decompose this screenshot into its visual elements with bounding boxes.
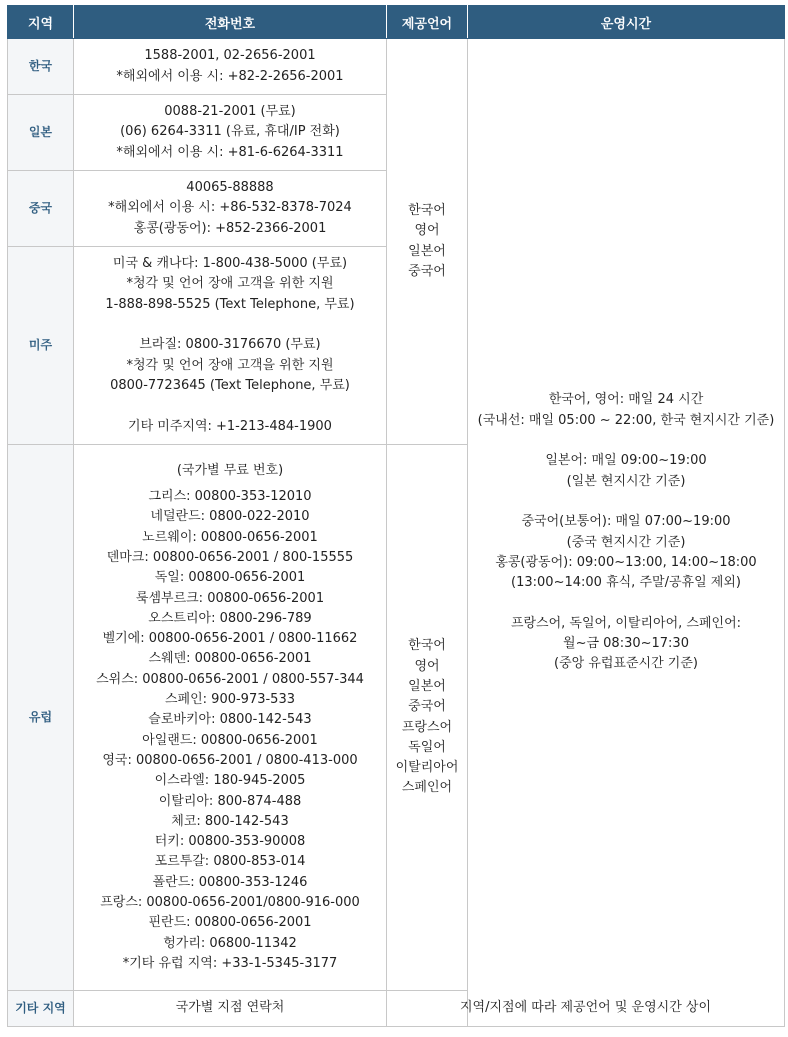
hours-line: 한국어, 영어: 매일 24 시간 <box>548 392 704 408</box>
phone-line: 브라질: 0800-3176670 (무료) <box>139 337 321 353</box>
hours-cell <box>468 39 785 1027</box>
phone-line: 네덜란드: 0800-022-2010 <box>150 509 310 525</box>
phone-line: *기타 유럽 지역: +33-1-5345-3177 <box>122 955 338 971</box>
phone-line: *청각 및 언어 장애 고객을 위한 지원 <box>126 276 334 292</box>
phone-line: 덴마크: 00800-0656-2001 / 800-15555 <box>106 549 354 565</box>
phone-europe <box>74 445 387 991</box>
hours-line: (13:00~14:00 휴식, 주말/공휴일 제외) <box>511 575 741 591</box>
region-korea: 한국 <box>8 39 74 95</box>
language-item: 독일어 <box>408 739 446 755</box>
phone-line: 폴란드: 00800-353-1246 <box>152 874 308 890</box>
language-item: 한국어 <box>408 202 446 218</box>
hours-line: 홍콩(광동어): 09:00~13:00, 14:00~18:00 <box>495 554 757 570</box>
hours-line: (중국 현지시간 기준) <box>566 534 686 550</box>
language-item: 영어 <box>414 223 440 239</box>
phone-line: 1-888-898-5525 (Text Telephone, 무료) <box>105 296 355 312</box>
phone-line: 40065-88888 <box>186 180 274 196</box>
language-item: 영어 <box>414 658 440 674</box>
region-other: 기타 지역 <box>8 991 74 1027</box>
phone-line: 스위스: 00800-0656-2001 / 0800-557-344 <box>96 671 364 687</box>
phone-line: *해외에서 이용 시: +86-532-8378-7024 <box>108 200 352 216</box>
header-languages: 제공언어 <box>387 6 468 39</box>
language-item: 스페인어 <box>401 780 453 796</box>
phone-line: 스페인: 900-973-533 <box>164 692 295 708</box>
languages-asia-americas <box>387 39 468 445</box>
hours-line: 월~금 08:30~17:30 <box>563 635 689 651</box>
language-item: 중국어 <box>408 263 446 279</box>
phone-line: 룩셈부르크: 00800-0656-2001 <box>135 590 325 606</box>
language-item: 프랑스어 <box>401 719 453 735</box>
phone-line: 기타 미주지역: +1-213-484-1900 <box>128 418 332 434</box>
region-americas: 미주 <box>8 247 74 445</box>
row-other <box>8 991 785 1027</box>
contact-table <box>7 5 785 1027</box>
phone-line: 1588-2001, 02-2656-2001 <box>144 48 316 64</box>
hours-line: (중앙 유럽표준시간 기준) <box>554 656 698 672</box>
hours-line: 일본어: 매일 09:00~19:00 <box>545 453 707 469</box>
region-china: 중국 <box>8 171 74 247</box>
hours-line: 프랑스어, 독일어, 이탈리아어, 스페인어: <box>510 615 742 631</box>
phone-line: 체코: 800-142-543 <box>171 813 289 829</box>
header-row <box>8 6 785 39</box>
phone-line: 이스라엘: 180-945-2005 <box>154 773 306 789</box>
row-korea <box>8 39 785 95</box>
phone-line: 그리스: 00800-353-12010 <box>148 489 312 505</box>
language-item: 일본어 <box>408 678 446 694</box>
phone-line: 미국 & 캐나다: 1-800-438-5000 (무료) <box>112 256 348 272</box>
hours-line: (국내선: 매일 05:00 ~ 22:00, 한국 현지시간 기준) <box>477 412 775 428</box>
phone-china <box>74 171 387 247</box>
phone-line: 노르웨이: 00800-0656-2001 <box>142 529 318 545</box>
phone-line: 스웨덴: 00800-0656-2001 <box>148 651 312 667</box>
language-item: 일본어 <box>408 243 446 259</box>
info-other: 지역/지점에 따라 제공언어 및 운영시간 상이 <box>387 991 785 1027</box>
phone-line: 포르투갈: 0800-853-014 <box>154 854 306 870</box>
phone-japan <box>74 95 387 171</box>
phone-line: 오스트리아: 0800-296-789 <box>148 610 312 626</box>
phone-heading: (국가별 무료 번호) <box>176 462 284 478</box>
phone-line: *청각 및 언어 장애 고객을 위한 지원 <box>126 357 334 373</box>
phone-line: 헝가리: 06800-11342 <box>163 935 297 951</box>
phone-line: *해외에서 이용 시: +82-2-2656-2001 <box>116 68 344 84</box>
language-item: 한국어 <box>408 638 446 654</box>
phone-line: (06) 6264-3311 (유료, 휴대/IP 전화) <box>120 124 340 140</box>
phone-line: 이탈리아: 800-874-488 <box>158 793 302 809</box>
header-phone: 전화번호 <box>74 6 387 39</box>
phone-line: 프랑스: 00800-0656-2001/0800-916-000 <box>100 895 360 911</box>
phone-line: 독일: 00800-0656-2001 <box>154 570 306 586</box>
languages-europe <box>387 445 468 991</box>
language-item: 중국어 <box>408 699 446 715</box>
language-item: 이탈리아어 <box>395 760 459 776</box>
phone-line: 0800-7723645 (Text Telephone, 무료) <box>110 377 350 393</box>
phone-korea <box>74 39 387 95</box>
phone-line: *해외에서 이용 시: +81-6-6264-3311 <box>116 144 344 160</box>
phone-other: 국가별 지점 연락처 <box>74 991 387 1027</box>
header-region: 지역 <box>8 6 74 39</box>
header-hours: 운영시간 <box>468 6 785 39</box>
phone-line: 핀란드: 00800-0656-2001 <box>148 915 312 931</box>
phone-line: 슬로바키아: 0800-142-543 <box>148 712 312 728</box>
phone-line: 홍콩(광동어): +852-2366-2001 <box>133 220 327 236</box>
hours-line: (일본 현지시간 기준) <box>566 473 686 489</box>
phone-line: 영국: 00800-0656-2001 / 0800-413-000 <box>102 752 358 768</box>
phone-line: 벨기에: 00800-0656-2001 / 0800-11662 <box>102 631 358 647</box>
region-japan: 일본 <box>8 95 74 171</box>
phone-line: 아일랜드: 00800-0656-2001 <box>142 732 318 748</box>
phone-americas <box>74 247 387 445</box>
phone-line: 0088-21-2001 (무료) <box>164 104 296 120</box>
hours-line: 중국어(보통어): 매일 07:00~19:00 <box>521 514 731 530</box>
phone-line: 터키: 00800-353-90008 <box>154 834 306 850</box>
region-europe: 유럽 <box>8 445 74 991</box>
